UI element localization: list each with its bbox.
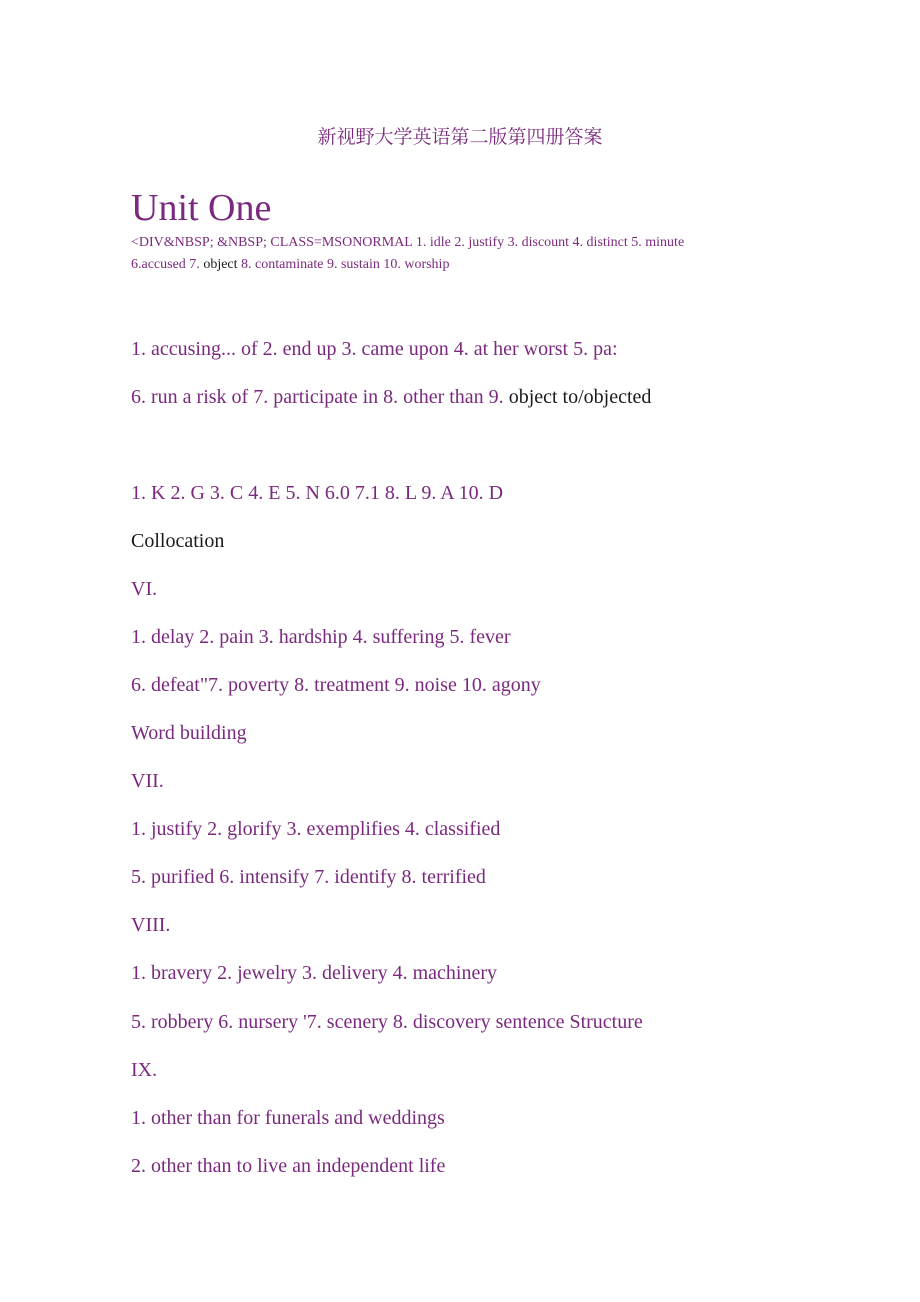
collocation-heading: Collocation: [131, 530, 225, 552]
document-title: 新视野大学英语第二版第四册答案: [317, 127, 603, 148]
vocab-answers-line-2: [131, 257, 449, 273]
phrase-answers-line-1: 1. accusing... of 2. end up 3. came upon 4. at her worst 5. pa:: [131, 338, 618, 360]
section-ix-answers-line-2: 2. other than to live an independent life: [131, 1155, 446, 1177]
phrase-line-2-text: 6. run a risk of 7. participate in 8. other than 9.: [131, 386, 509, 408]
vocab-line-2-black-word: object: [203, 257, 238, 272]
matching-answers-line: 1. K 2. G 3. C 4. E 5. N 6.0 7.1 8. L 9. A 10. D: [131, 482, 504, 504]
section-ix-label: IX.: [131, 1059, 158, 1081]
vocab-answers-line-1: <DIV&NBSP; &NBSP; CLASS=MSONORMAL 1. idle 2. justify 3. discount 4. distinct 5. minute: [131, 235, 685, 250]
section-vi-answers-line-2: 6. defeat"7. poverty 8. treatment 9. noise 10. agony: [131, 674, 541, 696]
section-vi-label: VI.: [131, 578, 158, 600]
phrase-line-2-black-text: object to/objected: [508, 386, 652, 408]
phrase-answers-line-2: [131, 386, 651, 409]
section-viii-label: VIII.: [131, 914, 171, 936]
section-ix-answers-line-1: 1. other than for funerals and weddings: [131, 1107, 445, 1129]
unit-heading: Unit One: [131, 187, 272, 229]
section-vi-answers-line-1: 1. delay 2. pain 3. hardship 4. suffering 5. fever: [131, 626, 511, 648]
vocab-line-2-text-b: 8. contaminate 9. sustain 10. worship: [237, 257, 450, 272]
section-vii-label: VII.: [131, 770, 164, 792]
section-vii-answers-line-2: 5. purified 6. intensify 7. identify 8. terrified: [131, 866, 486, 888]
section-viii-answers-line-2: 5. robbery 6. nursery '7. scenery 8. discovery sentence Structure: [131, 1011, 643, 1033]
word-building-heading: Word building: [131, 722, 247, 744]
vocab-line-2-text-a: 6.accused 7.: [131, 257, 204, 272]
section-viii-answers-line-1: 1. bravery 2. jewelry 3. delivery 4. machinery: [131, 962, 497, 984]
section-vii-answers-line-1: 1. justify 2. glorify 3. exemplifies 4. classified: [131, 818, 501, 840]
